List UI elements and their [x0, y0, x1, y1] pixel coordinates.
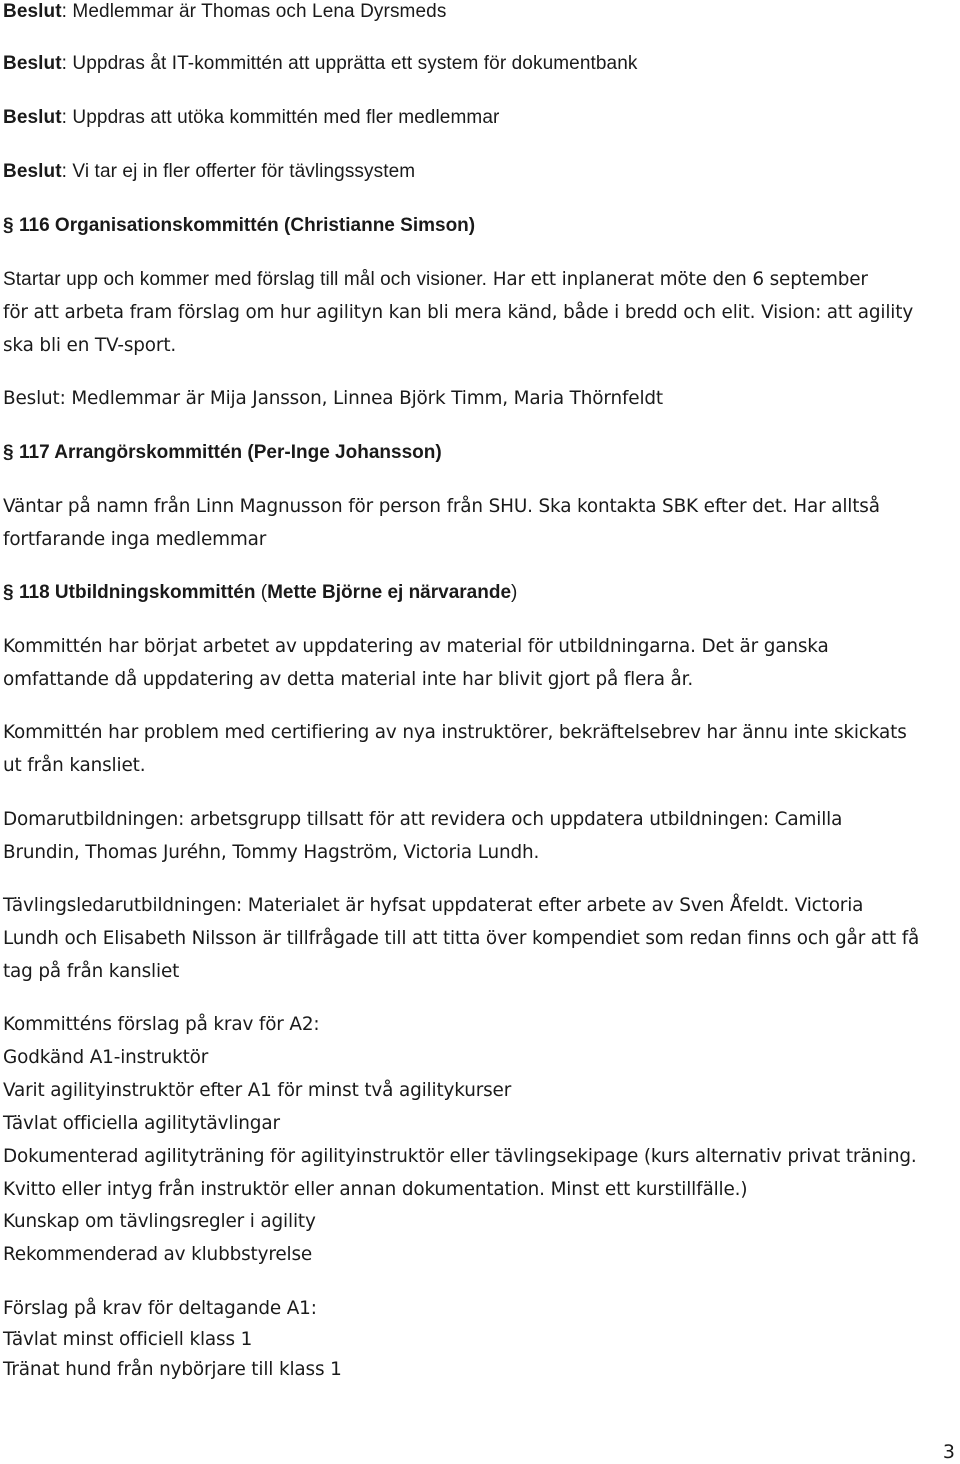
decision-text: : Uppdras att utöka kommittén med fler medlemmar: [61, 107, 500, 128]
decision-text: : Medlemmar är Mija Jansson, Linnea Björk Timm, Maria Thörnfeldt: [59, 388, 663, 409]
section-symbol: §: [3, 215, 14, 236]
decision-line: [3, 0, 446, 24]
a1-list-item: Tränat hund från nybörjare till klass 1: [3, 1359, 342, 1380]
section-118-absent: Mette Björne ej närvarande: [267, 582, 512, 603]
paragraph-line: Kommittén har problem med certifiering av nya instruktörer, bekräftelsebrev har ännu inte skickats: [3, 722, 907, 743]
decision-label: Beslut: [3, 53, 62, 74]
a2-list-item: Godkänd A1-instruktör: [3, 1047, 209, 1068]
a2-list-item: Varit agilityinstruktör efter A1 för minst två agilitykurser: [3, 1080, 512, 1101]
decision-label: Beslut: [3, 388, 60, 409]
decision-label: Beslut: [3, 107, 62, 128]
section-117-heading: [3, 441, 442, 465]
a2-list-item: Rekommenderad av klubbstyrelse: [3, 1244, 313, 1265]
section-116-rest: Har ett inplanerat möte den 6 september: [487, 269, 868, 290]
section-116-lead: Startar upp och kommer med förslag till mål och visioner.: [3, 269, 488, 290]
section-116-line-1: [3, 268, 868, 292]
decision-text: : Uppdras åt IT-kommittén att upprätta ett system för dokumentbank: [61, 53, 638, 74]
paragraph-line: Brundin, Thomas Juréhn, Tommy Hagström, Victoria Lundh.: [3, 842, 540, 863]
decision-line: [3, 52, 637, 76]
paragraph-line: omfattande då uppdatering av detta material inte har blivit gjort på flera år.: [3, 669, 694, 690]
paragraph-line: ut från kansliet.: [3, 755, 146, 776]
paragraph-line: Kommittén har börjat arbetet av uppdatering av material för utbildningarna. Det är ganska: [3, 636, 829, 657]
a2-list-item: Tävlat officiella agilitytävlingar: [3, 1113, 280, 1134]
paren-close: ): [511, 582, 518, 603]
a2-list-item: Dokumenterad agilityträning för agilityinstruktör eller tävlingsekipage (kurs alternativ privat träning.: [3, 1146, 917, 1167]
decision-label: Beslut: [3, 161, 62, 182]
section-symbol: §: [3, 582, 14, 603]
section-118-title: 118 Utbildningskommittén: [19, 582, 256, 603]
section-118-heading: [3, 581, 517, 605]
paragraph-line: Tävlingsledarutbildningen: Materialet är hyfsat uppdaterat efter arbete av Sven Åfeldt. Victoria: [3, 895, 864, 916]
decision-text: : Vi tar ej in fler offerter för tävlingssystem: [61, 161, 416, 182]
paragraph-line: tag på från kansliet: [3, 961, 180, 982]
decision-label: Beslut: [3, 1, 62, 22]
a1-list-item: Tävlat minst officiell klass 1: [3, 1329, 253, 1350]
a1-list-title: Förslag på krav för deltagande A1:: [3, 1298, 317, 1319]
decision-line: [3, 160, 415, 184]
a2-list-item: Kunskap om tävlingsregler i agility: [3, 1211, 316, 1232]
decision-line: [3, 106, 499, 130]
paragraph-line: Lundh och Elisabeth Nilsson är tillfrågade till att titta över kompendiet som redan finns och går att få: [3, 928, 920, 949]
section-116-decision: [3, 387, 663, 411]
a2-list-title: Kommitténs förslag på krav för A2:: [3, 1014, 320, 1035]
section-116-line-3: ska bli en TV-sport.: [3, 335, 177, 356]
a2-list-item: Kvitto eller intyg från instruktör eller annan dokumentation. Minst ett kurstillfälle.): [3, 1179, 748, 1200]
section-116-title: 116 Organisationskommittén (Christianne Simson): [19, 215, 476, 236]
section-117-line-2: fortfarande inga medlemmar: [3, 529, 267, 550]
section-symbol: §: [3, 442, 14, 463]
paragraph-line: Domarutbildningen: arbetsgrupp tillsatt för att revidera och uppdatera utbildningen: Camilla: [3, 809, 843, 830]
section-117-line-1: Väntar på namn från Linn Magnusson för person från SHU. Ska kontakta SBK efter det. Har alltså: [3, 496, 880, 517]
section-116-heading: [3, 214, 475, 238]
decision-text: : Medlemmar är Thomas och Lena Dyrsmeds: [61, 1, 447, 22]
page-number: 3: [942, 1441, 955, 1463]
section-116-line-2: för att arbeta fram förslag om hur agilityn kan bli mera känd, både i bredd och elit. Vision: att agility: [3, 302, 914, 323]
paren-open: (: [255, 582, 268, 603]
section-117-title: 117 Arrangörskommittén (Per-Inge Johansson): [19, 442, 442, 463]
